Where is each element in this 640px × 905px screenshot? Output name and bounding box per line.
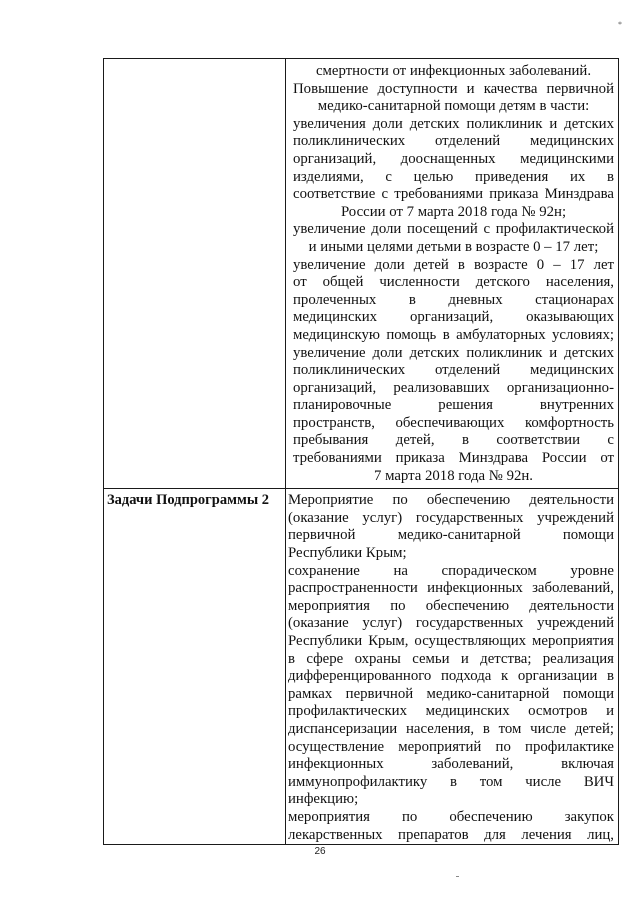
text-line: диспансеризации населения, в том числе детей; <box>288 720 614 737</box>
text-line: и иными целями детьми в возрасте 0 – 17 лет; <box>308 238 599 255</box>
text-line: поликлинических отделений медицинских <box>293 133 614 150</box>
text-line: смертности от инфекционных заболеваний. <box>315 63 592 79</box>
text-line: медико-санитарной помощи детям в части: <box>317 98 590 115</box>
text-line: дифференцированного подхода к организации в <box>288 668 614 685</box>
text-line: Мероприятие по обеспечению деятельности <box>288 492 614 509</box>
text-line: инфекцию; <box>288 791 359 808</box>
text-line: увеличение доли посещений с профилактической <box>293 221 614 238</box>
text-line: соответствие с требованиями приказа Минздрава <box>293 186 614 203</box>
row1-label-cell <box>104 59 286 489</box>
text-line: пространств, обеспечивающих комфортность <box>293 414 614 431</box>
text-line: России от 7 марта 2018 года № 92н; <box>340 203 567 220</box>
text-line: планировочные решения внутренних <box>293 397 614 414</box>
text-line: изделиями, с целью приведения их в <box>293 168 614 185</box>
text-line: сохранение на спорадическом уровне <box>288 562 614 579</box>
text-line: организаций, дооснащенных медицинскими <box>293 150 614 167</box>
text-line: рамках первичной медико-санитарной помощи <box>288 685 614 702</box>
text-line: (оказание услуг) государственных учреждений <box>288 615 614 632</box>
text-line: профилактических медицинских осмотров и <box>288 703 614 720</box>
text-line: в сфере охраны семьи и детства; реализация <box>288 650 614 667</box>
row1-text-cell <box>286 59 619 489</box>
table-row <box>104 489 619 845</box>
scan-artifact <box>456 876 459 877</box>
text-line: Республики Крым, осуществляющих мероприятия <box>288 633 614 649</box>
text-line: иммунопрофилактику в том числе ВИЧ <box>288 773 614 790</box>
text-line: медицинскую помощь в амбулаторных условиях; <box>293 326 614 343</box>
text-line: увеличения доли детских поликлиник и детских <box>293 115 614 132</box>
subprogram2-tasks-text <box>286 489 619 845</box>
text-line: распространенности инфекционных заболеваний, <box>288 580 614 597</box>
text-line: первичной медико-санитарной помощи <box>288 527 614 544</box>
scan-corner-mark: * <box>618 20 622 29</box>
page-number: 26 <box>314 846 326 857</box>
text-line: требованиями приказа Минздрава России от <box>293 450 614 467</box>
text-line: пребывания детей, в соответствии с <box>293 432 614 449</box>
text-line: инфекционных заболеваний, включая <box>288 756 614 773</box>
text-line: поликлинических отделений медицинских <box>293 362 614 379</box>
text-line: мероприятия по обеспечению деятельности <box>288 597 614 614</box>
text-line: Республики Крым; <box>288 545 407 562</box>
text-line: мероприятия по обеспечению закупок <box>288 808 614 825</box>
text-line: медицинских организаций, оказывающих <box>293 309 614 326</box>
table-row <box>104 59 619 489</box>
text-line: организаций, реализовавших организационно- <box>293 379 614 396</box>
text-line: увеличение доли детских поликлиник и детских <box>293 344 614 361</box>
text-line: от общей численности детского населения, <box>293 274 614 291</box>
text-line: Повышение доступности и качества первичной <box>293 80 614 97</box>
text-line: 7 марта 2018 года № 92н. <box>373 467 534 484</box>
text-line: (оказание услуг) государственных учреждений <box>288 509 614 526</box>
text-line: лекарственных препаратов для лечения лиц, <box>288 826 614 843</box>
text-line: увеличение доли детей в возрасте 0 – 17 лет <box>293 256 614 273</box>
program-table <box>103 58 619 845</box>
text-line: осуществление мероприятий по профилактике <box>288 738 614 755</box>
text-line: пролеченных в дневных стационарах <box>293 291 614 308</box>
subprogram2-tasks-label: Задачи Подпрограммы 2 <box>104 489 286 845</box>
